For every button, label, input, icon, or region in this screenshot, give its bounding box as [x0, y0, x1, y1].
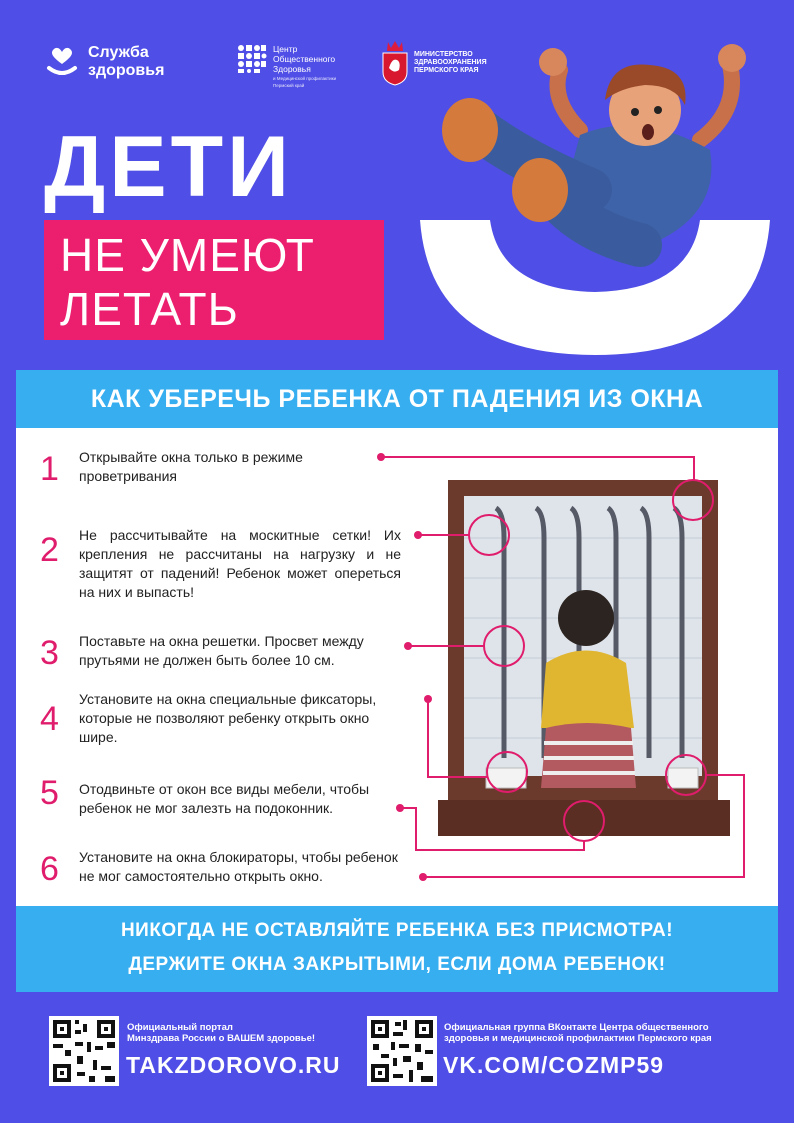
- footer-right-caption1: Официальная группа ВКонтакте Центра общественного: [444, 1022, 709, 1033]
- qr-code-right[interactable]: [367, 1016, 437, 1086]
- title-pink-line2: ЛЕТАТЬ: [60, 283, 239, 335]
- center-sub2: Пермский край: [273, 83, 305, 88]
- center-line1: Центр: [273, 44, 298, 54]
- center-sub1: и Медицинской профилактики: [273, 76, 337, 81]
- item-text-5: Отодвиньте от окон все виды мебели, чтобы ребенок не мог залезть на подоконник.: [79, 781, 370, 816]
- logo-line1: Служба: [88, 44, 149, 61]
- title-pink-line1: НЕ УМЕЮТ: [60, 229, 315, 281]
- title-deti: ДЕТИ: [44, 119, 293, 215]
- footer-left-caption2: Минздрава России о ВАШЕМ здоровье!: [127, 1033, 316, 1044]
- footer-right-caption: [444, 1022, 712, 1044]
- ministry-line3: ПЕРМСКОГО КРАЯ: [414, 67, 479, 74]
- center-line3: Здоровья: [273, 64, 311, 74]
- center-line2: Общественного: [273, 54, 336, 64]
- warning-line1: НИКОГДА НЕ ОСТАВЛЯЙТЕ РЕБЕНКА БЕЗ ПРИСМОТРА!: [120, 920, 674, 941]
- item-number-1: 1: [40, 450, 59, 488]
- item-number-5: 5: [40, 774, 59, 812]
- footer-left-url[interactable]: TAKZDOROVO.RU: [126, 1052, 341, 1078]
- footer-right-caption2: здоровья и медицинской профилактики Пермского края: [444, 1033, 712, 1044]
- footer-left-caption: [127, 1022, 315, 1044]
- warning-line2: ДЕРЖИТЕ ОКНА ЗАКРЫТЫМИ, ЕСЛИ ДОМА РЕБЕНОК!: [128, 954, 666, 975]
- ministry-line2: ЗДРАВООХРАНЕНИЯ: [414, 59, 487, 66]
- item-text-2: Не рассчитывайте на москитные сетки! Их крепления не рассчитаны на нагрузку и не защитят от падений! Ребенок может опереться на них и выпасть!: [79, 527, 401, 600]
- item-number-4: 4: [40, 700, 59, 738]
- item-text-3: Поставьте на окна решетки. Просвет между прутьями не должен быть более 10 см.: [79, 633, 364, 668]
- warning-bar: [16, 906, 778, 992]
- footer-right-url[interactable]: VK.COM/COZMP59: [443, 1052, 665, 1078]
- item-number-3: 3: [40, 634, 59, 672]
- qr-code-left[interactable]: [49, 1016, 119, 1086]
- panel-heading: КАК УБЕРЕЧЬ РЕБЕНКА ОТ ПАДЕНИЯ ИЗ ОКНА: [16, 370, 778, 428]
- item-number-2: 2: [40, 531, 59, 569]
- item-text-4: Установите на окна специальные фиксаторы, которые не позволяют ребенку открыть окно шире.: [79, 691, 377, 745]
- item-text-1: Открывайте окна только в режиме проветривания: [79, 449, 303, 484]
- footer-left-caption1: Официальный портал: [127, 1022, 233, 1033]
- item-number-6: 6: [40, 850, 59, 888]
- ministry-line1: МИНИСТЕРСТВО: [414, 51, 473, 58]
- item-text-6: Установите на окна блокираторы, чтобы ребенок не мог самостоятельно открыть окно.: [79, 849, 398, 884]
- logo-line2: здоровья: [88, 62, 165, 79]
